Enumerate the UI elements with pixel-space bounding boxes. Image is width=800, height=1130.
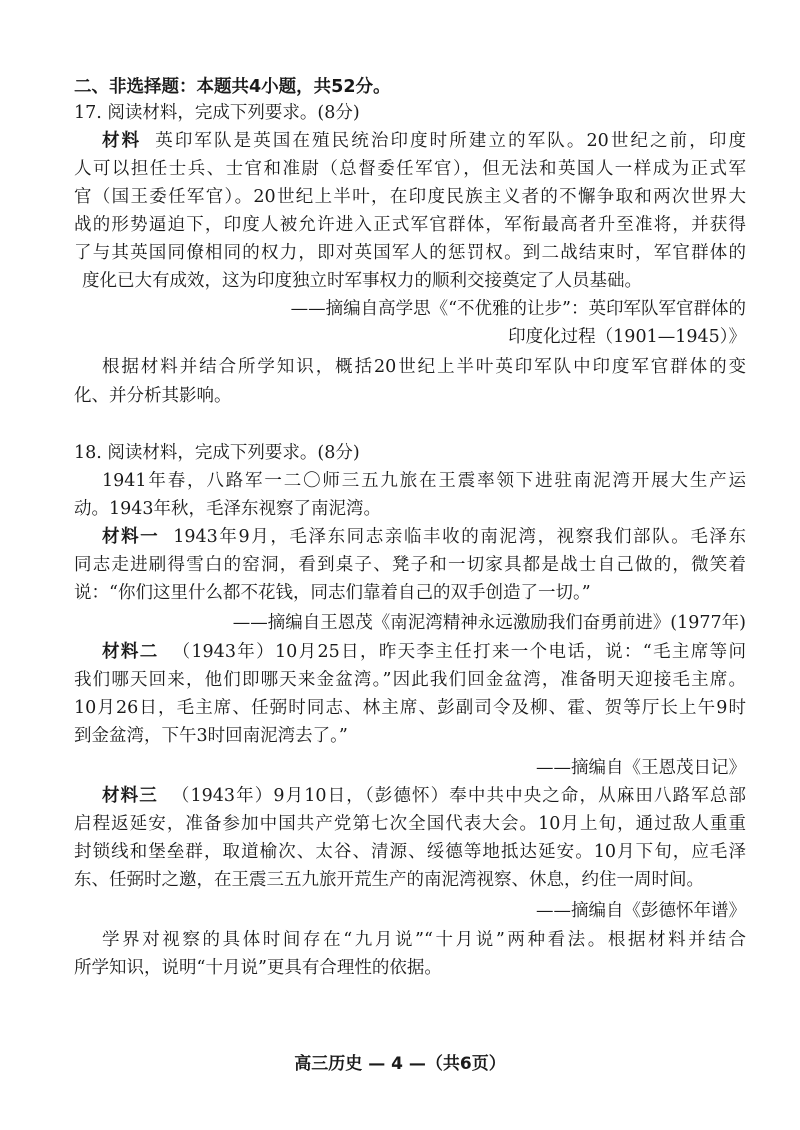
q17-task-cont: 化、并分析其影响。 (74, 386, 232, 406)
q18-m1-label: 材料一 (102, 527, 160, 547)
q18-m3-line (102, 783, 746, 809)
q18-m2-line: 到金盆湾，下午3时回南泥湾去了。” (74, 726, 348, 746)
q17-material-line: 官（国王委任军官）。20世纪上半叶，在印度民族主义者的不懈争取和两次世界大 (74, 187, 746, 207)
q18-m3-line: 启程返延安，准备参加中国共产党第七次全国代表大会。10月上旬，通过敌人重重 (74, 814, 746, 834)
q18-m1-text: 1943年9月，毛泽东同志亲临丰收的南泥湾，视察我们部队。毛泽东 (173, 527, 746, 547)
q17-source-cont: 印度化过程（1901—1945）》 (508, 327, 746, 347)
q17-source: ——摘编自高学思《“不优雅的让步”：英印军队军官群体的 (290, 299, 746, 319)
q18-intro: 1941年春，八路军一二〇师三五九旅在王震率领下进驻南泥湾开展大生产运 (102, 471, 746, 491)
q18-m2-line (102, 639, 746, 665)
q17-material-line: 度化已大有成效，这为印度独立时军事权力的顺利交接奠定了人员基础。 (82, 271, 642, 291)
q18-task-cont: 所学知识，说明“十月说”更具有合理性的依据。 (74, 958, 442, 978)
q18-m2-source: ——摘编自《王恩茂日记》 (536, 758, 746, 778)
q18-m2-line: 10月26日，毛主席、任弼时同志、林主席、彭副司令及柳、霍、贺等厅长上午9时 (74, 698, 746, 718)
q18-m3-line: 东、任弼时之邀，在王震三五九旅开荒生产的南泥湾视察、休息，约住一周时间。 (74, 870, 704, 890)
q18-task: 学界对视察的具体时间存在“九月说”“十月说”两种看法。根据材料并结合 (102, 930, 746, 950)
q18-m3-text: （1943年）9月10日，（彭德怀）奉中共中央之命，从麻田八路军总部 (171, 786, 746, 806)
q18-m2-label: 材料二 (102, 642, 159, 662)
q17-material-line (102, 128, 746, 154)
q17-material-line: 了与其英国同僚相同的权力，即对英国军人的惩罚权。到二战结束时，军官群体的 (74, 243, 746, 263)
q18-m1-source: ——摘编自王恩茂《南泥湾精神永远激励我们奋勇前进》(1977年) (232, 613, 746, 633)
q17-number: 17. (74, 103, 102, 123)
q17-material-line: 人可以担任士兵、士官和准尉（总督委任军官），但无法和英国人一样成为正式军 (74, 159, 746, 179)
q18-m1-line: 同志走进刷得雪白的窑洞，看到桌子、凳子和一切家具都是战士自己做的，微笑着 (74, 555, 746, 575)
q18-m3-line: 封锁线和堡垒群，取道榆次、太谷、清源、绥德等地抵达延安。10月下旬，应毛泽 (74, 842, 746, 862)
q17-task: 根据材料并结合所学知识，概括20世纪上半叶英印军队中印度军官群体的变 (102, 357, 746, 377)
q18-prompt (74, 440, 746, 466)
q18-m3-source: ——摘编自《彭德怀年谱》 (536, 901, 746, 921)
q18-intro-cont: 动。1943年秋，毛泽东视察了南泥湾。 (74, 499, 382, 519)
q18-m1-line (102, 524, 746, 550)
section-heading: 二、非选择题：本题共4小题，共52分。 (74, 77, 391, 97)
q17-prompt-text: 阅读材料，完成下列要求。(8分) (107, 103, 360, 123)
q18-prompt-text: 阅读材料，完成下列要求。(8分) (107, 443, 360, 463)
q17-prompt (74, 100, 746, 126)
q17-material-line: 战的形势逼迫下，印度人被允许进入正式军官群体，军衔最高者升至准将，并获得 (74, 215, 746, 235)
page-footer: 高三历史 — 4 —（共6页） (294, 1054, 506, 1074)
q18-m1-line: 说：“你们这里什么都不花钱，同志们靠着自己的双手创造了一切。” (74, 583, 591, 603)
q18-m2-line: 我们哪天回来，他们即哪天来金盆湾。”因此我们回金盆湾，准备明天迎接毛主席。 (74, 670, 746, 690)
q17-material-label: 材料 (102, 131, 142, 151)
q18-m3-label: 材料三 (102, 786, 158, 806)
q17-line-text: 英印军队是英国在殖民统治印度时所建立的军队。20世纪之前，印度 (155, 131, 746, 151)
q18-number: 18. (74, 443, 102, 463)
q18-m2-text: （1943年）10月25日，昨天李主任打来一个电话，说：“毛主席等问 (172, 642, 746, 662)
